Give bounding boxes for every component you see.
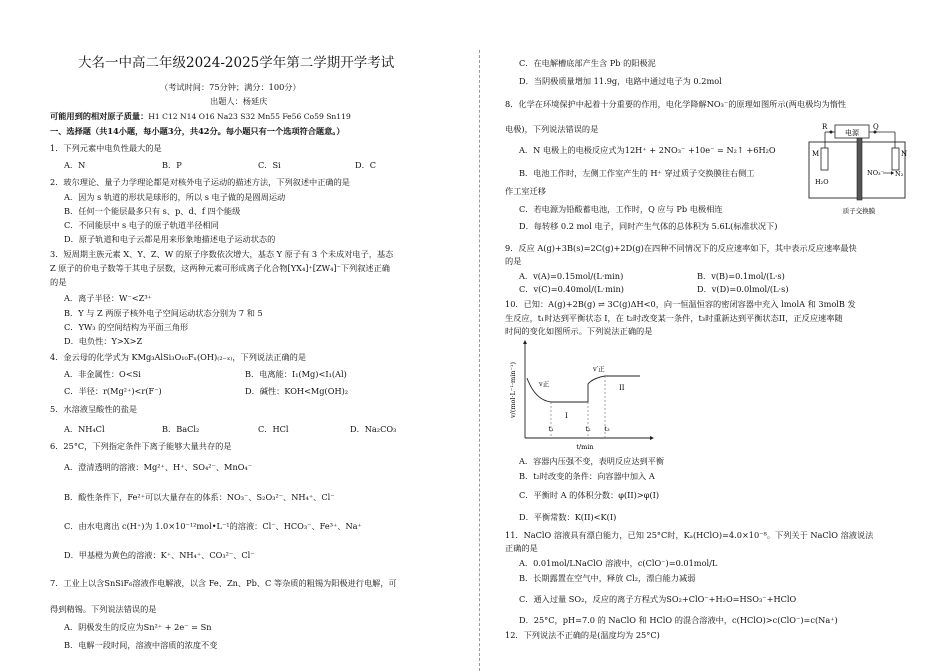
power-source-label: 电源 [845, 129, 859, 137]
exam-author: 出题人：杨延庆 [210, 96, 268, 106]
q3-option-a: A．离子半径：W⁻<Z³⁺ [64, 293, 152, 303]
q10-stem-line3: 时间的变化如图所示。下列说法正确的是 [505, 326, 653, 336]
q2-option-c: C．不同能层中 s 电子的原子轨道半径相同 [64, 220, 219, 230]
q7-option-c: C．在电解槽底部产生含 Pb 的阳极泥 [519, 58, 656, 68]
q1-option-d: D．C [355, 160, 377, 170]
q8-option-c: C．若电源为铅酸蓄电池，工作时，Q 应与 Pb 电极相连 [519, 204, 723, 214]
q5-option-d: D．Na₂CO₃ [350, 424, 397, 434]
q1-stem: 1．下列元素中电负性最大的是 [50, 143, 162, 153]
q3-option-c: C．YW₃ 的空间结构为平面三角形 [64, 322, 189, 332]
q4-option-b: B．电离能：I₁(Mg)<I₁(Al) [245, 369, 347, 379]
q8-option-b-line1: B．电池工作时，左侧工作室产生的 H⁺ 穿过质子交换膜往右侧工 [519, 168, 755, 178]
q5-option-b: B．BaCl₂ [162, 424, 200, 434]
water-label: H₂O [815, 178, 829, 186]
q7-option-b: B．电解一段时间，溶液中溶质的浓度不变 [64, 640, 218, 650]
q9-option-c: C．v(C)=0.40mol/(L·min) [519, 284, 624, 294]
q5-option-a: A．NH₄Cl [64, 424, 105, 434]
atomic-masses [50, 111, 351, 122]
q10-stem-line1: 10．已知：A(g)+2B(g) ⇌ 3C(g)ΔH<0，向一恒温恒容的密闭容器中充入 lmolA 和 3molB 发 [505, 299, 856, 309]
page-title: 大名一中高二年级2024-2025学年第二学期开学考试 [78, 55, 395, 71]
membrane-label: 质子交换膜 [842, 207, 876, 215]
section-heading: 一、选择题（共14小题，每小题3分，共42分。每小题只有一个选项符合题意。） [50, 126, 345, 136]
q12-stem: 12．下列说法不正确的是(温度均为 25°C) [505, 630, 660, 640]
q9-stem-line1: 9．反应 A(g)+3B(s)=2C(g)+2D(g)在四种不同情况下的反应速率如下，其中表示反应速率最快 [505, 243, 857, 253]
x-tick-t3: t₃ [604, 425, 610, 433]
q7-option-d: D．当阴极质量增加 11.9g，电路中通过电子为 0.2mol [519, 76, 722, 86]
q8-option-b-line2: 作工室迁移 [505, 186, 546, 196]
q6-option-d: D．甲基橙为黄色的溶液：K⁺、NH₄⁺、CO₃²⁻、Cl⁻ [64, 550, 255, 560]
q8-option-d: D．每转移 0.2 mol 电子，同时产生气体的总体积为 5.6L(标准状况下) [519, 221, 778, 231]
q5-stem: 5．水溶液呈酸性的盐是 [50, 404, 138, 414]
q1-option-b: B．P [162, 160, 182, 170]
q6-stem: 6．25°C，下列指定条件下离子能够大量共存的是 [50, 441, 232, 451]
q10-option-b: B．t₂时改变的条件：向容器中加入 A [519, 471, 655, 481]
q11-option-d: D．25°C，pH=7.0 的 NaClO 和 HClO 的混合溶液中，c(HClO)>c(ClO⁻)=c(Na⁺) [519, 615, 838, 625]
v-forward-prime-label: v′正 [593, 365, 605, 373]
q11-option-b: B．长期露置在空气中，释放 Cl₂，漂白能力减弱 [519, 573, 696, 583]
column-divider [479, 50, 480, 671]
region-1-label: I [565, 412, 568, 420]
exam-info: （考试时间：75分钟；满分：100分） [160, 82, 301, 92]
q10-option-d: D．平衡常数：K(II)<K(I) [519, 512, 617, 522]
q11-stem-line1: 11．NaClO 溶液具有漂白能力，已知 25°C时，Kₐ(HClO)=4.0×10⁻⁸。下列关于 NaClO 溶液说法 [505, 530, 874, 540]
q10-stem-line2: 生反应，t₁时达到平衡状态 I，在 t₂时改变某一条件，t₃时重新达到平衡状态II，正反应速率随 [505, 313, 843, 323]
q2-option-d: D．原子轨道和电子云都是用来形象地描述电子运动状态的 [64, 234, 276, 244]
q8-stem-line2: 电极)，下列说法错误的是 [505, 124, 599, 134]
terminal-r-label: R [822, 123, 828, 131]
v-forward-curve-2 [588, 376, 640, 402]
q7-stem-line1: 7．工业上以含SnSiF₆溶液作电解液，以含 Fe、Zn、Pb、C 等杂质的粗锡为阳极进行电解，可 [50, 578, 397, 588]
q2-option-a: A．因为 s 轨道的形状是球形的，所以 s 电子做的是圆周运动 [64, 192, 286, 202]
electrolysis-diagram [795, 118, 925, 216]
atomic-masses-label: 可能用到的相对原子质量： [50, 111, 149, 121]
q3-stem-line1: 3．短周期主族元素 X、Y、Z、W 的原子序数依次增大，基态 Y 原子有 3 个未成对电子，基态 [50, 249, 394, 259]
nitrate-label: NO₃⁻ [867, 169, 885, 177]
q1-option-a: A．N [64, 160, 86, 170]
q3-option-d: D．电负性：Y>X>Z [64, 336, 143, 346]
proton-exchange-membrane [857, 138, 862, 200]
y-axis-label: v/(mol·L⁻¹·min⁻¹) [509, 361, 517, 418]
v-forward-label: v正 [539, 380, 550, 388]
x-axis-label: t/min [576, 443, 594, 450]
q6-option-b: B．酸性条件下，Fe²⁺可以大量存在的体系：NO₃⁻、S₂O₃²⁻、NH₄⁺、Cl⁻ [64, 492, 335, 502]
q3-stem-line3: 的是 [50, 277, 67, 287]
q4-stem: 4．金云母的化学式为 KMg₃AlSi₃O₁₀Fₓ(OH)₍₂₋ₓ₎，下列说法正确的是 [50, 352, 307, 362]
q7-option-a: A．阴极发生的反应为Sn²⁺ + 2e⁻ = Sn [64, 622, 212, 632]
x-tick-t1: t₁ [548, 425, 554, 433]
electrode-n-label: N [901, 150, 908, 158]
q4-option-d: D．碱性：KOH<Mg(OH)₂ [245, 386, 349, 396]
nitrogen-label: N₂ [895, 170, 904, 178]
q4-option-a: A．非金属性：O<Si [64, 369, 141, 379]
q9-stem-line2: 的是 [505, 256, 522, 266]
x-tick-t2: t₂ [585, 425, 591, 433]
q7-stem-line2: 得到精锡。下列说法错误的是 [50, 604, 157, 614]
electrode-n [892, 148, 899, 170]
q2-stem: 2．玻尔理论、量子力学理论都是对核外电子运动的描述方法，下列叙述中正确的是 [50, 177, 350, 187]
q10-option-c: C．平衡时 A 的体积分数：φ(II)>φ(I) [519, 490, 660, 500]
q11-stem-line2: 正确的是 [505, 543, 538, 553]
q6-option-c: C．由水电离出 c(H⁺)为 1.0×10⁻¹²mol•L⁻¹的溶液：Cl⁻、HCO₃⁻、Fe³⁺、Na⁺ [64, 521, 362, 531]
terminal-q-label: Q [873, 123, 879, 131]
electrode-m [821, 148, 828, 170]
q4-option-c: C．半径：r(Mg²⁺)<r(F⁻) [64, 386, 162, 396]
q10-option-a: A．容器内压强不变，表明反应达到平衡 [519, 456, 665, 466]
q8-stem-line1: 8．化学在环境保护中起着十分重要的作用，电化学降解NO₃⁻的原理如图所示(两电极均为惰性 [505, 99, 847, 109]
q5-option-c: C．HCl [258, 424, 289, 434]
q6-option-a: A．澄清透明的溶液：Mg²⁺、H⁺、SO₄²⁻、MnO₄⁻ [64, 462, 253, 472]
q8-option-a: A．N 电极上的电极反应式为12H⁺ + 2NO₃⁻ +10e⁻ = N₂↑ +6H₂O [519, 145, 776, 155]
q2-option-b: B．任何一个能层最多只有 s、p、d、f 四个能级 [64, 206, 241, 216]
q3-stem-line2: Z 原子的价电子数等于其电子层数，这两种元素可形成离子化合物[YX₄]⁺[ZW₄]⁻下列叙述正确 [50, 263, 390, 273]
q11-option-a: A．0.01mol/LNaClO 溶液中，c(ClO⁻)=0.01mol/L [519, 558, 718, 568]
q9-option-a: A．v(A)=0.15mol/(L·min) [519, 271, 624, 281]
v-forward-curve-1 [527, 378, 588, 402]
atomic-masses-values: H1 C12 N14 O16 Na23 S32 Mn55 Fe56 Co59 Sn119 [148, 112, 351, 121]
q1-option-c: C．Si [258, 160, 281, 170]
rate-time-chart [505, 338, 655, 450]
q9-option-b: B．v(B)=0.1mol/(L·s) [697, 271, 785, 281]
electrode-m-label: M [812, 150, 820, 158]
region-2-label: II [619, 384, 625, 392]
q3-option-b: B．Y 与 Z 两原子核外电子空间运动状态分别为 7 和 5 [64, 308, 263, 318]
q11-option-c: C．通入过量 SO₂，反应的离子方程式为SO₂+ClO⁻+H₂O=HSO₃⁻+HClO [519, 594, 797, 604]
q9-option-d: D．v(D)=0.0lmol/(L·s) [697, 284, 789, 294]
